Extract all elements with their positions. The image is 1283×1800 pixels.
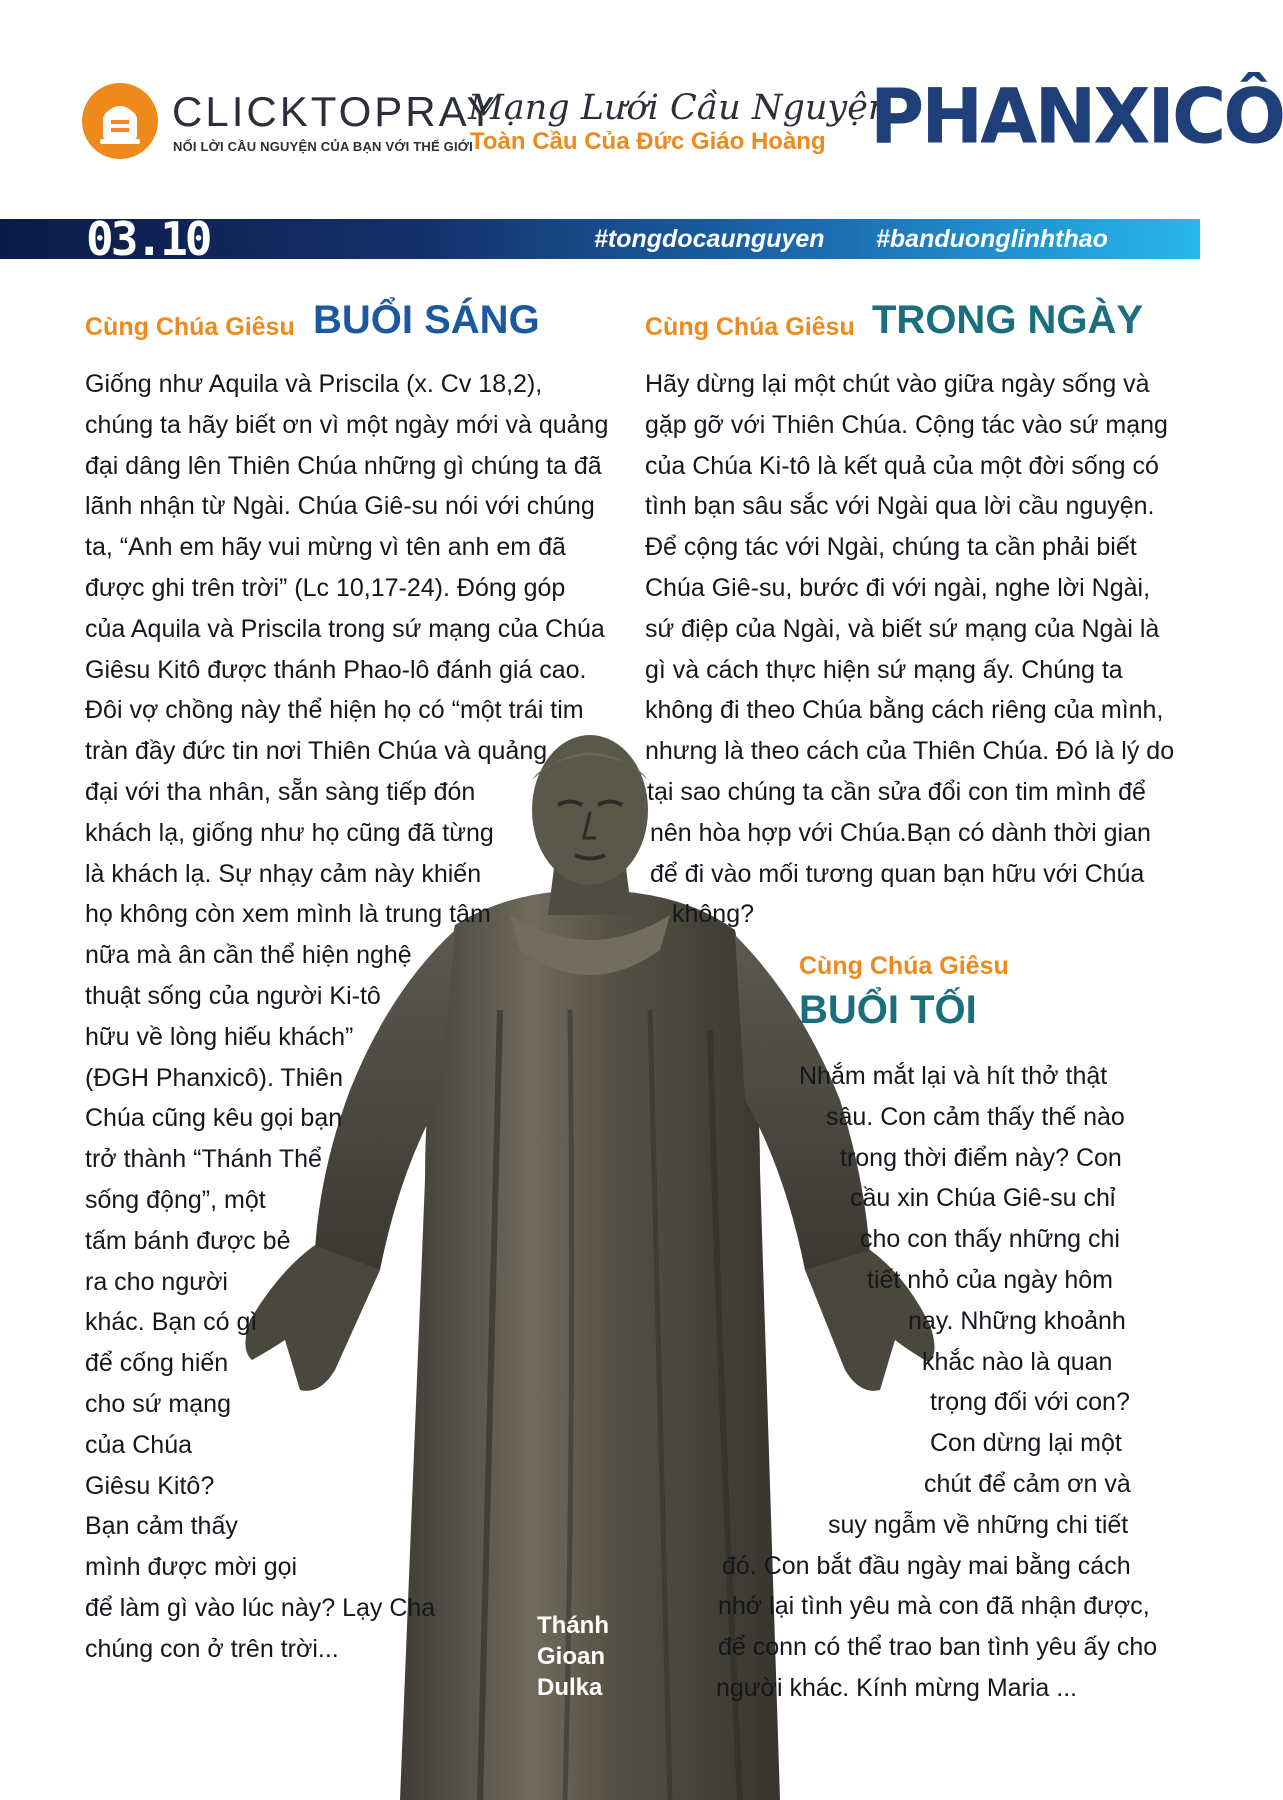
morning-line: họ không còn xem mình là trung tâm bbox=[85, 900, 491, 929]
brand-tagline: NỐI LỜI CẦU NGUYỆN CỦA BẠN VỚI THẾ GIỚI bbox=[173, 139, 473, 154]
evening-line: nhớ lại tình yêu mà con đã nhận được, bbox=[718, 1592, 1150, 1621]
morning-line: ra cho người bbox=[85, 1267, 228, 1296]
morning-line: lãnh nhận từ Ngài. Chúa Giê-su nói với chúng bbox=[85, 492, 595, 521]
morning-line: cho sứ mạng bbox=[85, 1389, 231, 1418]
day-line: Để cộng tác với Ngài, chúng ta cần phải biết bbox=[645, 533, 1137, 562]
evening-heading-title: BUỔI TỐI bbox=[799, 988, 977, 1032]
day-heading-prefix: Cùng Chúa Giêsu bbox=[645, 313, 855, 341]
morning-line: Bạn cảm thấy bbox=[85, 1512, 238, 1541]
hashtag-banduonglinhthao: #banduonglinhthao bbox=[876, 225, 1108, 253]
day-line: tình bạn sâu sắc với Ngài qua lời cầu nguyện. bbox=[645, 492, 1155, 521]
day-line: không? bbox=[672, 900, 755, 929]
day-line: không đi theo Chúa bằng cách riêng của mình, bbox=[645, 696, 1164, 725]
morning-line: (ĐGH Phanxicô). Thiên bbox=[85, 1063, 343, 1092]
morning-line: chúng ta hãy biết ơn vì một ngày mới và quảng bbox=[85, 410, 609, 439]
morning-line: Giống như Aquila và Priscila (x. Cv 18,2), bbox=[85, 370, 543, 398]
morning-line: Đôi vợ chồng này thể hiện họ có “một trái tim bbox=[85, 696, 584, 725]
morning-line: khách lạ, giống như họ cũng đã từng bbox=[85, 818, 494, 847]
morning-line: Giêsu Kitô? bbox=[85, 1471, 215, 1500]
evening-line: suy ngẫm về những chi tiết bbox=[828, 1510, 1129, 1539]
day-line: tại sao chúng ta cần sửa đổi con tim mình để bbox=[647, 777, 1146, 806]
evening-heading-prefix: Cùng Chúa Giêsu bbox=[799, 952, 1009, 980]
day-heading-title: TRONG NGÀY bbox=[872, 298, 1144, 342]
day-line: Chúa Giê-su, bước đi với ngài, nghe lời Ngài, bbox=[645, 573, 1151, 602]
morning-line: của Chúa bbox=[85, 1430, 193, 1459]
morning-line: là khách lạ. Sự nhạy cảm này khiến bbox=[85, 859, 482, 888]
evening-line: trọng đối với con? bbox=[930, 1388, 1130, 1417]
evening-line: trong thời điểm này? Con bbox=[840, 1143, 1122, 1172]
morning-line: ta, “Anh em hãy vui mừng vì tên anh em đã bbox=[85, 533, 566, 562]
morning-line: mình được mời gọi bbox=[85, 1553, 298, 1582]
morning-heading-title: BUỔI SÁNG bbox=[313, 298, 540, 342]
day-line: sứ điệp của Ngài, và biết sứ mạng của Ngài là bbox=[645, 614, 1160, 643]
day-line: Hãy dừng lại một chút vào giữa ngày sống và bbox=[645, 370, 1150, 398]
day-line: nhưng là theo cách của Thiên Chúa. Đó là lý do bbox=[645, 737, 1175, 766]
evening-line: khắc nào là quan bbox=[922, 1347, 1113, 1376]
evening-line: nay. Những khoảnh bbox=[908, 1306, 1126, 1335]
evening-line: tiết nhỏ của ngày hôm bbox=[867, 1265, 1113, 1294]
day-line: nên hòa hợp với Chúa.Bạn có dành thời gian bbox=[650, 818, 1151, 847]
brand-name: CLICKTOPRAY bbox=[172, 88, 498, 135]
evening-line: sâu. Con cảm thấy thế nào bbox=[826, 1102, 1125, 1131]
morning-line: thuật sống của người Ki-tô bbox=[85, 981, 381, 1010]
evening-text bbox=[0, 1056, 1200, 1709]
day-line: gặp gỡ với Thiên Chúa. Cộng tác vào sứ mạng bbox=[645, 410, 1168, 439]
evening-line: cầu xin Chúa Giê-su chỉ bbox=[850, 1184, 1116, 1213]
day-line: gì và cách thực hiện sứ mạng ấy. Chúng ta bbox=[645, 655, 1123, 684]
page-header bbox=[0, 0, 1283, 210]
morning-line: hữu về lòng hiếu khách” bbox=[85, 1022, 354, 1051]
morning-line: đại với tha nhân, sẵn sàng tiếp đón bbox=[85, 777, 476, 806]
morning-line: khác. Bạn có gì bbox=[85, 1308, 258, 1337]
morning-line: để cống hiến bbox=[85, 1349, 229, 1378]
statue-caption-line: Thánh bbox=[537, 1612, 609, 1639]
hashtag-tongdocaunguyen: #tongdocaunguyen bbox=[594, 225, 825, 253]
evening-line: người khác. Kính mừng Maria ... bbox=[716, 1673, 1078, 1702]
morning-line: tràn đầy đức tin nơi Thiên Chúa và quảng bbox=[85, 737, 548, 766]
morning-line: Giêsu Kitô được thánh Phao-lô đánh giá cao. bbox=[85, 655, 587, 684]
network-title-line1: Mạng Lưới Cầu Nguyện bbox=[468, 88, 891, 128]
morning-heading-prefix: Cùng Chúa Giêsu bbox=[85, 313, 295, 341]
clicktopray-logo-icon bbox=[82, 83, 158, 159]
evening-line: cho con thấy những chi bbox=[860, 1225, 1120, 1254]
evening-line: Nhắm mắt lại và hít thở thật bbox=[799, 1062, 1108, 1090]
day-line: của Chúa Ki-tô là kết quả của một đời sống có bbox=[645, 451, 1159, 480]
morning-line: nữa mà ân cần thể hiện nghệ bbox=[85, 941, 412, 970]
day-line: để đi vào mối tương quan bạn hữu với Chúa bbox=[650, 859, 1145, 888]
morning-line: đại dâng lên Thiên Chúa những gì chúng ta đã bbox=[85, 451, 602, 480]
date-label: 03.10 bbox=[86, 212, 210, 266]
morning-line: Chúa cũng kêu gọi bạn bbox=[85, 1104, 343, 1133]
morning-line: tấm bánh được bẻ bbox=[85, 1226, 291, 1255]
evening-line: đó. Con bắt đầu ngày mai bằng cách bbox=[722, 1551, 1131, 1580]
pope-name: PHANXICÔ bbox=[870, 73, 1283, 161]
day-text bbox=[645, 364, 1174, 935]
evening-line: để conn có thể trao ban tình yêu ấy cho bbox=[718, 1633, 1158, 1662]
statue-caption-line: Gioan bbox=[537, 1643, 606, 1670]
statue-caption-line: Dulka bbox=[537, 1674, 603, 1701]
morning-line: để làm gì vào lúc này? Lạy Cha bbox=[85, 1593, 436, 1622]
morning-line: chúng con ở trên trời... bbox=[85, 1634, 339, 1663]
morning-line: được ghi trên trời” (Lc 10,17-24). Đóng góp bbox=[85, 573, 566, 602]
network-title-line2: Toàn Cầu Của Đức Giáo Hoàng bbox=[470, 128, 826, 155]
morning-line: sống động”, một bbox=[85, 1185, 266, 1214]
morning-line: trở thành “Thánh Thể bbox=[85, 1145, 322, 1174]
morning-line: của Aquila và Priscila trong sứ mạng của Chúa bbox=[85, 614, 605, 643]
evening-line: chút để cảm ơn và bbox=[924, 1469, 1131, 1498]
evening-line: Con dừng lại một bbox=[930, 1429, 1122, 1458]
